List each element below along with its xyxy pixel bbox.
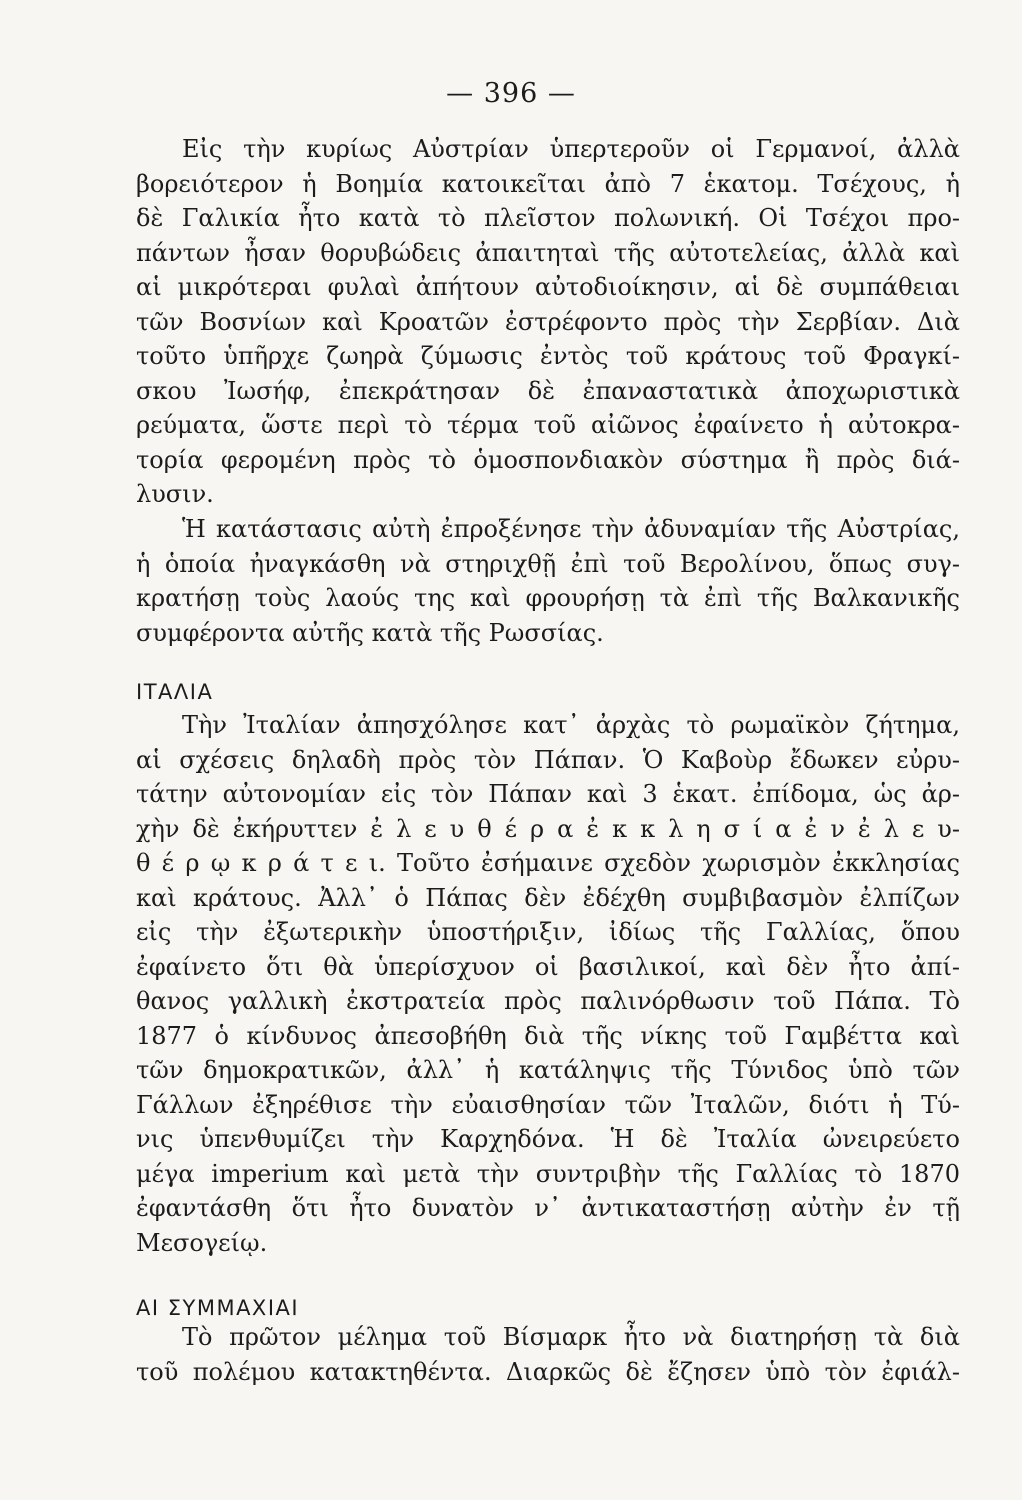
paragraph-italy: [136, 708, 960, 1260]
text-line: λυσιν.: [136, 480, 214, 508]
text-line: πάντων ἦσαν θορυβώδεις ἀπαιτηταὶ τῆς αὐτοτελείας, ἀλλὰ καὶ: [136, 238, 960, 267]
text-line: ἐφαίνετο ὅτι θὰ ὑπερίσχυον οἱ βασιλικοί, καὶ δὲν ἦτο ἀπί-: [136, 952, 960, 981]
text-line: αἱ σχέσεις δηλαδὴ πρὸς τὸν Πάπαν. Ὁ Καβοὺρ ἔδωκεν εὐρυ-: [136, 745, 960, 774]
text-line: 1877 ὁ κίνδυνος ἀπεσοβήθη διὰ τῆς νίκης τοῦ Γαμβέττα καὶ: [136, 1021, 960, 1050]
text-line: χὴν δὲ ἐκήρυττεν ἐ λ ε υ θ έ ρ α ἐ κ κ λ η σ ί α ἐ ν ἐ λ ε υ-: [136, 814, 960, 843]
text-line: θ έ ρ ῳ κ ρ ά τ ε ι. Τοῦτο ἐσήμαινε σχεδὸν χωρισμὸν ἐκκλησίας: [136, 849, 960, 877]
text-line: τορία φερομένη πρὸς τὸ ὁμοσπονδιακὸν σύστημα ἢ πρὸς διά-: [136, 445, 960, 474]
text-line: Γάλλων ἐξηρέθισε τὴν εὐαισθησίαν τῶν Ἰταλῶν, διότι ἡ Τύ-: [136, 1090, 960, 1119]
text-line: σκου Ἰωσήφ, ἐπεκράτησαν δὲ ἐπαναστατικὰ ἀποχωριστικὰ: [136, 376, 960, 405]
text-line: εἰς τὴν ἐξωτερικὴν ὑποστήριξιν, ἰδίως τῆς Γαλλίας, ὅπου: [136, 918, 960, 946]
text-line: κρατήσῃ τοὺς λαούς της καὶ φρουρήσῃ τὰ ἐπὶ τῆς Βαλκανικῆς: [136, 584, 960, 612]
text-line: Ἡ κατάστασις αὐτὴ ἐπροξένησε τὴν ἀδυναμίαν τῆς Αὐστρίας,: [182, 515, 960, 543]
paragraph-alliances: [136, 1320, 960, 1389]
text-line: ἐφαντάσθη ὅτι ἦτο δυνατὸν ν᾽ ἀντικαταστήσῃ αὐτὴν ἐν τῇ: [136, 1194, 960, 1222]
text-line: Τὴν Ἰταλίαν ἀπησχόλησε κατ᾽ ἀρχὰς τὸ ρωμαϊκὸν ζήτημα,: [182, 711, 960, 739]
text-line: ἡ ὁποία ἠναγκάσθη νὰ στηριχθῇ ἐπὶ τοῦ Βερολίνου, ὅπως συγ-: [136, 549, 960, 578]
text-line: βορειότερον ἡ Βοημία κατοικεῖται ἀπὸ 7 ἑκατομ. Τσέχους, ἡ: [136, 169, 960, 198]
text-line: μέγα imperium καὶ μετὰ τὴν συντριβὴν τῆς Γαλλίας τὸ 1870: [136, 1159, 960, 1188]
paragraph-austria: [136, 132, 960, 512]
text-line: Εἰς τὴν κυρίως Αὐστρίαν ὑπερτεροῦν οἱ Γερμανοί, ἀλλὰ: [182, 135, 960, 163]
text-line: ρεύματα, ὥστε περὶ τὸ τέρμα τοῦ αἰῶνος ἐφαίνετο ἡ αὐτοκρα-: [136, 411, 960, 439]
text-line: τῶν δημοκρατικῶν, ἀλλ᾽ ἡ κατάληψις τῆς Τύνιδος ὑπὸ τῶν: [136, 1056, 960, 1084]
paragraph-austria-weakness: [136, 512, 960, 650]
text-line: τοῦ πολέμου κατακτηθέντα. Διαρκῶς δὲ ἔζησεν ὑπὸ τὸν ἐφιάλ-: [136, 1357, 960, 1386]
section-heading-symmachiai: ΑΙ ΣΥΜΜΑΧΙΑΙ: [136, 1296, 300, 1320]
text-line: αἱ μικρότεραι φυλαὶ ἀπήτουν αὐτοδιοίκησιν, αἱ δὲ συμπάθειαι: [136, 273, 960, 301]
text-line: καὶ κράτους. Ἀλλ᾽ ὁ Πάπας δὲν ἐδέχθη συμβιβασμὸν ἐλπίζων: [136, 883, 960, 912]
text-line: Τὸ πρῶτον μέλημα τοῦ Βίσμαρκ ἦτο νὰ διατηρήσῃ τὰ διὰ: [182, 1323, 960, 1351]
text-line: Μεσογείῳ.: [136, 1228, 268, 1257]
text-line: νις ὑπενθυμίζει τὴν Καρχηδόνα. Ἡ δὲ Ἰταλία ὠνειρεύετο: [136, 1125, 960, 1153]
text-line: τοῦτο ὑπῆρχε ζωηρὰ ζύμωσις ἐντὸς τοῦ κράτους τοῦ Φραγκί-: [136, 342, 960, 370]
text-line: συμφέροντα αὐτῆς κατὰ τῆς Ρωσσίας.: [136, 618, 604, 647]
text-line: δὲ Γαλικία ἦτο κατὰ τὸ πλεῖστον πολωνική. Οἱ Τσέχοι προ-: [136, 204, 960, 232]
page-number: — 396 —: [446, 78, 576, 109]
text-line: θανος γαλλικὴ ἐκστρατεία πρὸς παλινόρθωσιν τοῦ Πάπα. Τὸ: [136, 987, 960, 1015]
section-heading-italia: ΙΤΑΛΙΑ: [136, 680, 214, 704]
text-line: τάτην αὐτονομίαν εἰς τὸν Πάπαν καὶ 3 ἑκατ. ἐπίδομα, ὡς ἀρ-: [136, 780, 960, 808]
text-line: τῶν Βοσνίων καὶ Κροατῶν ἐστρέφοντο πρὸς τὴν Σερβίαν. Διὰ: [136, 307, 960, 336]
